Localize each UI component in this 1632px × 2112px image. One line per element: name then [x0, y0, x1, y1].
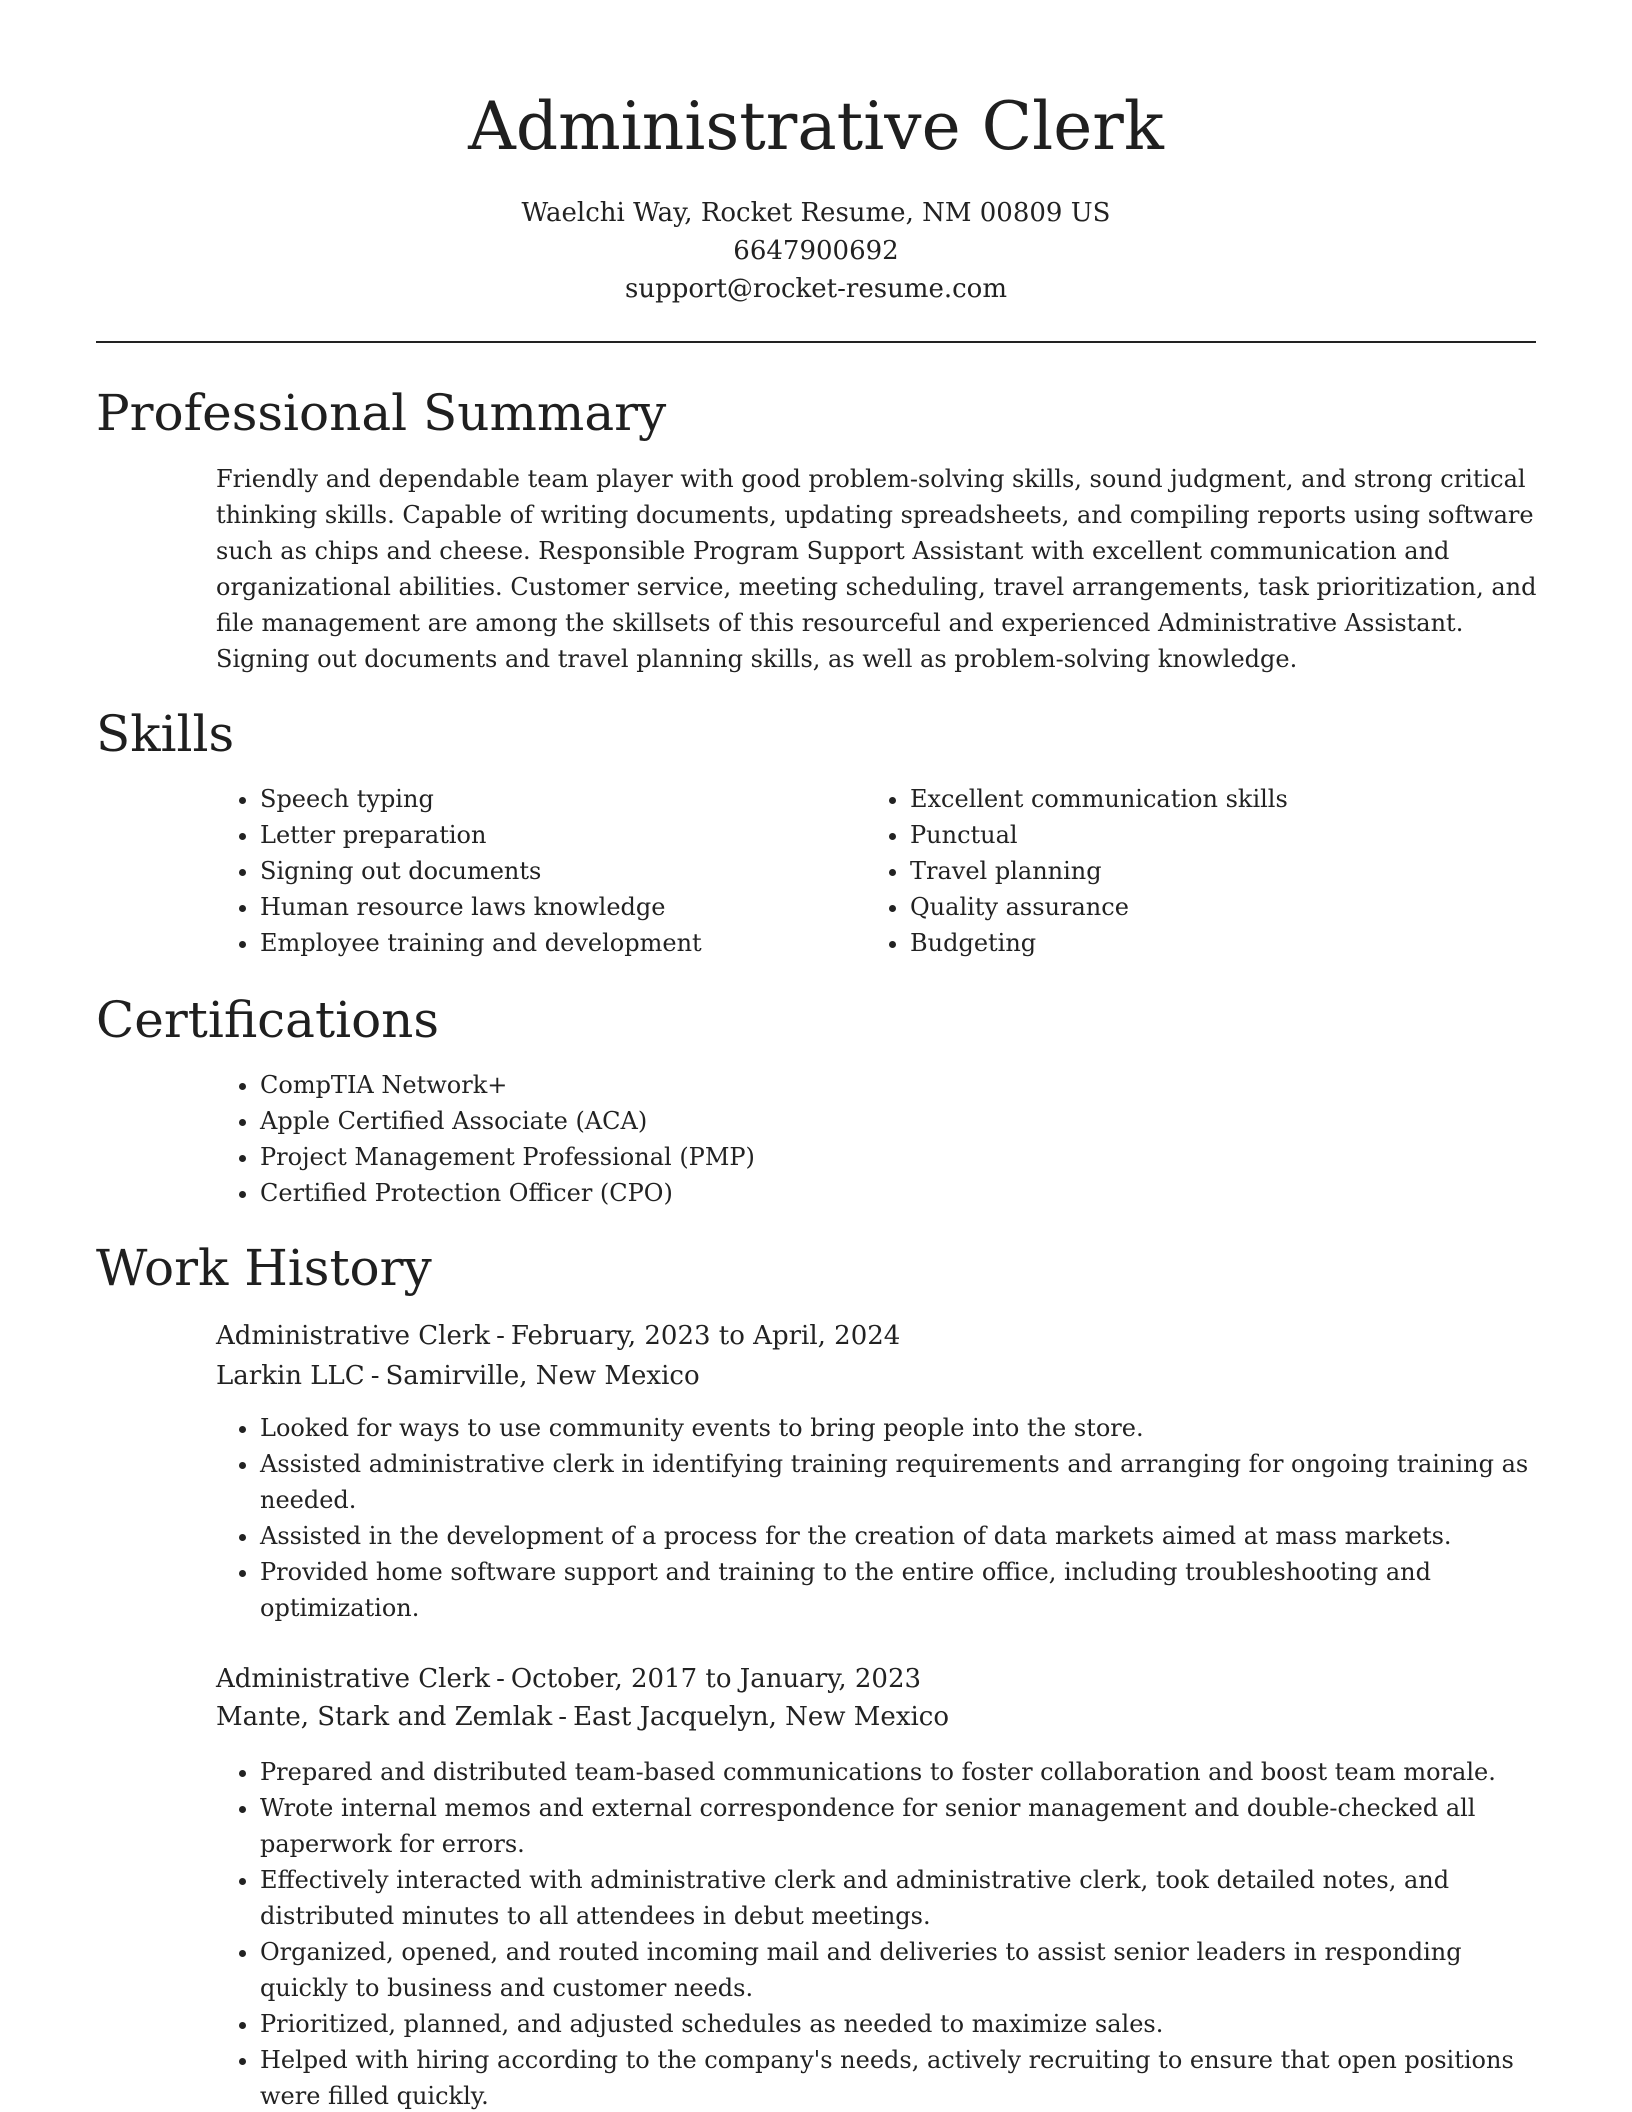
skill-item: • Speech typing [260, 781, 860, 817]
skill-item: • Budgeting [910, 925, 1510, 961]
certification-item: • Project Management Professional (PMP) [260, 1139, 1260, 1175]
contact-info [0, 194, 1632, 308]
skill-item: • Human resource laws knowledge [260, 889, 860, 925]
job-company: Larkin LLC [216, 1361, 365, 1391]
job-duty: • Prioritized, planned, and adjusted schedules as needed to maximize sales. [260, 2006, 1541, 2042]
job-title-line: Administrative Clerk - October, 2017 to January, 2023 [216, 1664, 922, 1694]
certifications-list [216, 1067, 1260, 1211]
job-duties-list [216, 1754, 1541, 2112]
certifications-heading: Certifications [96, 991, 440, 1049]
contact-email: support@rocket-resume.com [624, 274, 1007, 304]
certification-item: • CompTIA Network+ [260, 1067, 1260, 1103]
job-duty: • Effectively interacted with administrative clerk and administrative clerk, took detailed notes, and distributed minutes to all attendees in debut meetings. [260, 1862, 1541, 1934]
skill-item: • Signing out documents [260, 853, 860, 889]
skills-list-left [216, 781, 860, 961]
certification-item: • Certified Protection Officer (CPO) [260, 1175, 1260, 1211]
job-company-line: Larkin LLC - Samirville, New Mexico [216, 1361, 700, 1391]
job-location: East Jacquelyn, New Mexico [573, 1702, 950, 1732]
job-dates: February, 2023 to April, 2024 [510, 1321, 901, 1351]
header-divider [96, 341, 1536, 343]
contact-address: Waelchi Way, Rocket Resume, NM 00809 US [521, 198, 1111, 228]
resume-header [0, 0, 1632, 308]
job-duty: • Assisted in the development of a process for the creation of data markets aimed at mass markets. [260, 1518, 1541, 1554]
summary-heading: Professional Summary [96, 384, 667, 442]
skill-item: • Letter preparation [260, 817, 860, 853]
skill-item: • Excellent communication skills [910, 781, 1510, 817]
skill-item: • Employee training and development [260, 925, 860, 961]
job-location: Samirville, New Mexico [385, 1361, 700, 1391]
job-title: Administrative Clerk [216, 1321, 491, 1351]
skill-item: • Punctual [910, 817, 1510, 853]
work-history-heading: Work History [96, 1239, 432, 1297]
job-duty: • Organized, opened, and routed incoming mail and deliveries to assist senior leaders in responding quickly to business and customer needs. [260, 1934, 1541, 2006]
candidate-name: Administrative Clerk [468, 88, 1164, 165]
summary-text: Friendly and dependable team player with good problem-solving skills, sound judgment, and strong critical thinking skills. Capable of writing documents, updating spreadsheets, and compiling reports using software such as chips and cheese. Responsible Program Support Assistant with excellent communication and organizational abilities. Customer service, meeting scheduling, travel arrangements, task prioritization, and file management are among the skillsets of this resourceful and experienced Administrative Assistant. Signing out documents and travel planning skills, as well as problem-solving knowledge. [216, 465, 1537, 673]
job-title: Administrative Clerk [216, 1664, 491, 1694]
job-duty: • Wrote internal memos and external correspondence for senior management and double-checked all paperwork for errors. [260, 1790, 1541, 1862]
skill-item: • Quality assurance [910, 889, 1510, 925]
job-title-line: Administrative Clerk - February, 2023 to April, 2024 [216, 1321, 901, 1351]
job-dates: October, 2017 to January, 2023 [510, 1664, 922, 1694]
job-company-line: Mante, Stark and Zemlak - East Jacquelyn, New Mexico [216, 1702, 950, 1732]
job-duties-list [216, 1410, 1541, 1626]
job-duty: • Looked for ways to use community events to bring people into the store. [260, 1410, 1541, 1446]
certification-item: • Apple Certified Associate (ACA) [260, 1103, 1260, 1139]
job-duty: • Prepared and distributed team-based communications to foster collaboration and boost team morale. [260, 1754, 1541, 1790]
skills-heading: Skills [96, 705, 235, 763]
skill-item: • Travel planning [910, 853, 1510, 889]
contact-phone: 6647900692 [733, 236, 899, 266]
job-duty: • Assisted administrative clerk in identifying training requirements and arranging for ongoing training as needed. [260, 1446, 1541, 1518]
job-company: Mante, Stark and Zemlak [216, 1702, 553, 1732]
job-duty: • Provided home software support and training to the entire office, including troubleshooting and optimization. [260, 1554, 1541, 1626]
job-duty: • Helped with hiring according to the company's needs, actively recruiting to ensure that open positions were filled quickly. [260, 2042, 1541, 2112]
skills-list-right [866, 781, 1510, 961]
